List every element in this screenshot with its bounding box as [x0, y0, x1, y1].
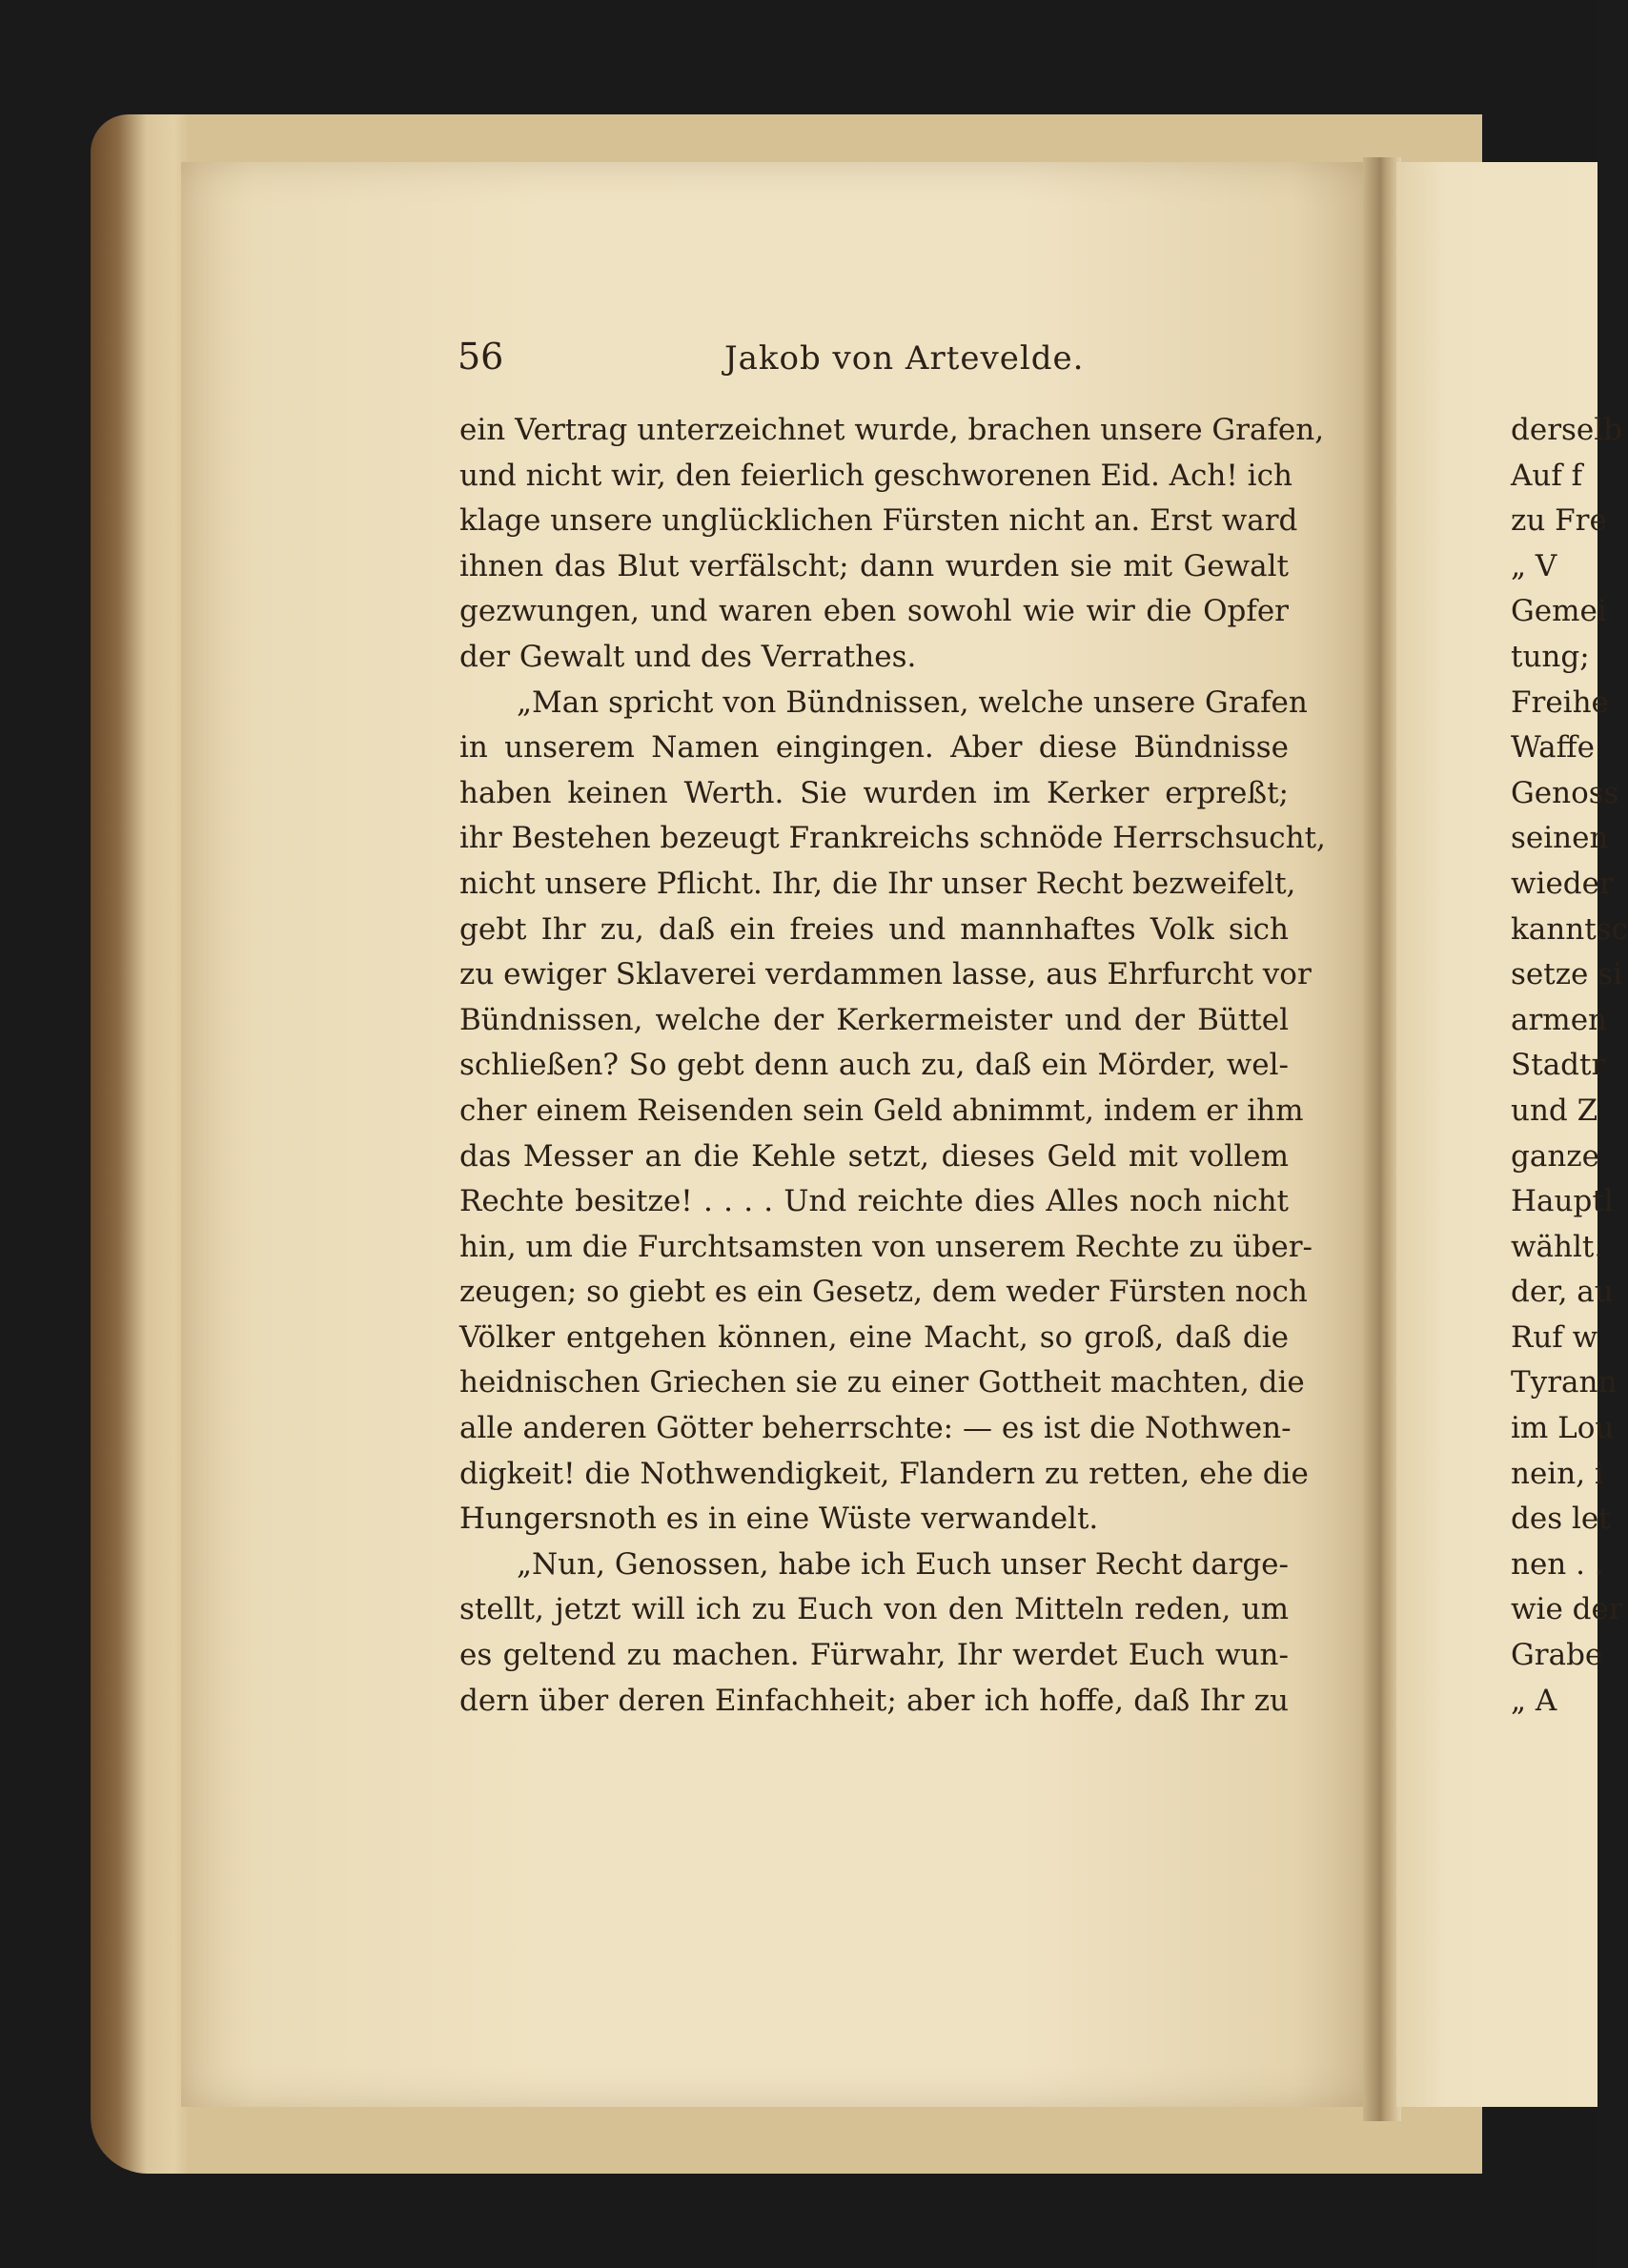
text-line: „Nun, Genossen, habe ich Euch unser Recht darge- — [517, 1546, 1289, 1582]
right-page-text — [1511, 408, 1628, 1724]
text-line: derselb — [1511, 413, 1623, 447]
text-line: gebt Ihr zu, daß ein freies und mannhaftes Volk sich — [459, 911, 1289, 947]
text-line: „ V — [1511, 548, 1557, 583]
text-line: des let — [1511, 1502, 1611, 1537]
text-line: wählt. — [1511, 1229, 1604, 1264]
text-line: „ A — [1511, 1683, 1557, 1718]
text-line: haben keinen Werth. Sie wurden im Kerker erpreßt; — [459, 775, 1289, 810]
text-line: zu ewiger Sklaverei verdammen lasse, aus Ehrfurcht vor — [459, 957, 1312, 992]
text-line: schließen? So gebt denn auch zu, daß ein Mörder, wel- — [459, 1048, 1289, 1083]
running-title: Jakob von Artevelde. — [724, 339, 1085, 378]
text-line: ihnen das Blut verfälscht; dann wurden sie mit Gewalt — [459, 548, 1289, 583]
text-line: Grabe — [1511, 1638, 1603, 1673]
text-line: es geltend zu machen. Fürwahr, Ihr werdet Euch wun- — [459, 1638, 1289, 1673]
text-line: Ruf w — [1511, 1319, 1598, 1355]
text-line: und nicht wir, den feierlich geschworenen Eid. Ach! ich — [459, 458, 1292, 493]
text-line: gezwungen, und waren eben sowohl wie wir die Opfer — [459, 594, 1289, 629]
text-line: Bündnissen, welche der Kerkermeister und der Büttel — [459, 1002, 1289, 1037]
text-line: Hauptl — [1511, 1184, 1614, 1219]
text-line: nen . . — [1511, 1546, 1604, 1582]
text-line: Stadtr — [1511, 1048, 1606, 1083]
page-number: 56 — [458, 336, 504, 378]
text-line: seinen — [1511, 821, 1609, 856]
text-line: nein, i — [1511, 1456, 1604, 1491]
text-line: der Gewalt und des Verrathes. — [459, 639, 917, 674]
text-line: im Lou — [1511, 1411, 1615, 1446]
text-line: ihr Bestehen bezeugt Frankreichs schnöde Herrschsucht, — [459, 821, 1326, 856]
text-line: setze si — [1511, 957, 1623, 992]
text-line: dern über deren Einfachheit; aber ich hoffe, daß Ihr zu — [459, 1683, 1289, 1718]
text-line: ganze — [1511, 1138, 1599, 1174]
text-line: Genoss — [1511, 775, 1619, 810]
text-line: Tyrann — [1511, 1365, 1618, 1400]
text-line: wie der — [1511, 1592, 1623, 1627]
text-line: und Z — [1511, 1093, 1598, 1128]
text-line: Völker entgehen können, eine Macht, so groß, daß die — [459, 1319, 1289, 1355]
text-line: heidnischen Griechen sie zu einer Gottheit machten, die — [459, 1365, 1305, 1400]
text-line: klage unsere unglücklichen Fürsten nicht an. Erst ward — [459, 503, 1298, 539]
text-line: der, au — [1511, 1275, 1614, 1310]
text-line: Auf f — [1511, 458, 1583, 493]
text-line: Gemei — [1511, 594, 1607, 629]
text-line: armen — [1511, 1002, 1608, 1037]
text-line: hin, um die Furchtsamsten von unserem Rechte zu über- — [459, 1229, 1313, 1264]
text-line: alle anderen Götter beherrschte: — es ist die Nothwen- — [459, 1411, 1292, 1446]
text-line: zu Fre — [1511, 503, 1607, 539]
text-line: Waffe — [1511, 730, 1596, 766]
text-line: cher einem Reisenden sein Geld abnimmt, indem er ihm — [459, 1093, 1304, 1128]
text-line: wieder — [1511, 866, 1614, 901]
text-line: das Messer an die Kehle setzt, dieses Geld mit vollem — [459, 1138, 1289, 1174]
text-line: kanntsc — [1511, 911, 1628, 947]
text-line: Rechte besitze! . . . . Und reichte dies Alles noch nicht — [459, 1184, 1289, 1219]
text-line: digkeit! die Nothwendigkeit, Flandern zu retten, ehe die — [459, 1456, 1309, 1491]
book-gutter — [1363, 157, 1401, 2121]
text-line: zeugen; so giebt es ein Gesetz, dem weder Fürsten noch — [459, 1275, 1308, 1310]
text-line: nicht unsere Pflicht. Ihr, die Ihr unser Recht bezweifelt, — [459, 866, 1296, 901]
text-line: „Man spricht von Bündnissen, welche unsere Grafen — [517, 684, 1308, 720]
left-page-text — [459, 408, 1326, 1724]
page-header — [458, 336, 1287, 383]
text-line: Hungersnoth es in eine Wüste verwandelt. — [459, 1502, 1099, 1537]
text-line: tung; — [1511, 639, 1590, 674]
text-line: ein Vertrag unterzeichnet wurde, brachen unsere Grafen, — [459, 413, 1325, 447]
text-line: stellt, jetzt will ich zu Euch von den Mitteln reden, um — [459, 1592, 1289, 1627]
text-line: in unserem Namen eingingen. Aber diese Bündnisse — [459, 730, 1289, 766]
text-line: Freihe — [1511, 684, 1609, 720]
